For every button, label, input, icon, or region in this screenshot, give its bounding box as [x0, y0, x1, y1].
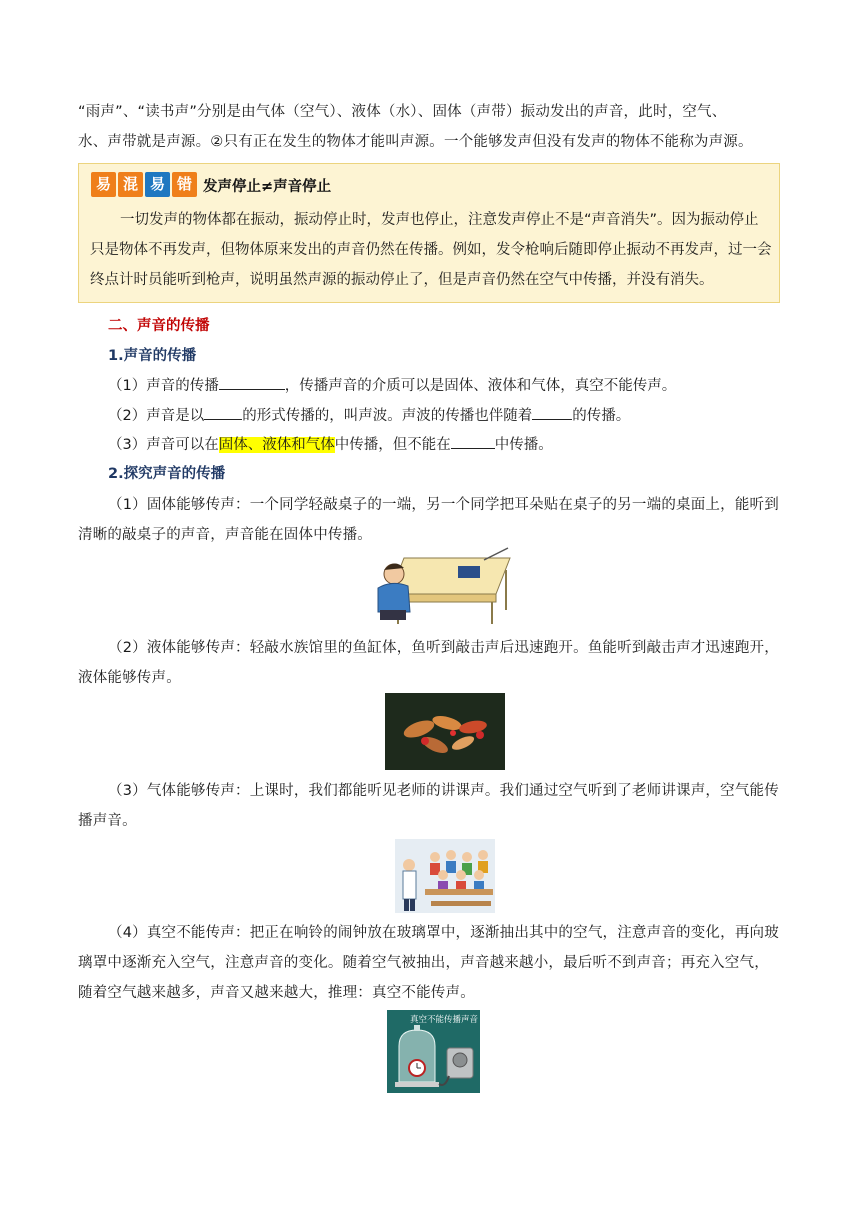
- subsection-2-title: 2.探究声音的传播: [108, 466, 226, 482]
- easy-mistake-badges: [91, 172, 197, 197]
- intro-paragraph: [78, 97, 782, 157]
- item1-text-a: （1）声音的传播: [108, 378, 219, 394]
- vacuum-paragraph: （4）真空不能传声：把正在响铃的闹钟放在玻璃罩中，逐渐抽出其中的空气，注意声音的变化，再向玻璃罩中逐渐充入空气，注意声音的变化。随着空气被抽出，声音越来越小，最后听不到声音；再充入空气，随着空气越来越多，声音又越来越大，推理：真空不能传声。: [78, 925, 779, 1001]
- item2-text-b: 的形式传播的，叫声波。声波的传播也伴随着: [242, 408, 533, 424]
- intro-line-2: 水、声带就是声源。②只有正在发生的物体才能叫声源。一个能够发声但没有发声的物体不能称为声源。: [78, 134, 753, 150]
- solid-paragraph: （1）固体能够传声：一个同学轻敲桌子的一端，另一个同学把耳朵贴在桌子的另一端的桌面上，能听到清晰的敲桌子的声音，声音能在固体中传播。: [78, 497, 779, 543]
- answer-blank-2[interactable]: [204, 405, 242, 420]
- intro-line-1: “雨声”、“读书声”分别是由气体（空气）、液体（水）、固体（声带）振动发出的声音，此时，空气、: [78, 104, 727, 120]
- desk-listening-illustration: [372, 546, 514, 626]
- item1-text-b: ，传播声音的介质可以是固体、液体和气体，真空不能传声。: [284, 378, 677, 394]
- warning-title: 发声停止≠声音停止: [203, 179, 332, 195]
- answer-blank-1[interactable]: [219, 375, 285, 390]
- classroom-illustration: [395, 839, 495, 913]
- liquid-paragraph: （2）液体能够传声：轻敲水族馆里的鱼缸体，鱼听到敲击声后迅速跑开。鱼能听到敲击声才迅速跑开，液体能够传声。: [78, 640, 779, 686]
- section-title: 二、声音的传播: [108, 318, 210, 334]
- item2-text-a: （2）声音是以: [108, 408, 205, 424]
- fill-item-1: [108, 374, 676, 395]
- aquarium-fish-photo: [385, 693, 505, 770]
- warning-body: 一切发声的物体都在振动，振动停止时，发声也停止，注意发声停止不是“声音消失”。因为振动停止只是物体不再发声，但物体原来发出的声音仍然在传播。例如，发令枪响后随即停止振动不再发声，过一会终点计时员能听到枪声，说明虽然声源的振动停止了，但是声音仍然在空气中传播，并没有消失。: [90, 212, 772, 288]
- item3-text-c: 中传播。: [494, 437, 553, 453]
- item2-text-c: 的传播。: [572, 408, 631, 424]
- badge-cuo: 错: [172, 172, 197, 197]
- answer-blank-3[interactable]: [532, 405, 572, 420]
- answer-blank-4[interactable]: [451, 434, 495, 449]
- badge-yi-2: 易: [145, 172, 170, 197]
- vacuum-bell-jar-photo: [387, 1010, 480, 1093]
- highlighted-media-text: 固体、液体和气体: [218, 437, 335, 453]
- bell-jar-drawing: [387, 1010, 480, 1093]
- item3-text-a: （3）声音可以在: [108, 437, 219, 453]
- fill-item-3: [108, 433, 553, 454]
- subsection-1-title: 1.声音的传播: [108, 348, 197, 364]
- badge-yi-1: 易: [91, 172, 116, 197]
- gas-paragraph: （3）气体能够传声：上课时，我们都能听见老师的讲课声。我们通过空气听到了老师讲课声，空气能传播声音。: [78, 783, 779, 829]
- fill-item-2: [108, 404, 630, 425]
- easy-mistake-box: [78, 163, 780, 303]
- item3-text-b: 中传播，但不能在: [334, 437, 451, 453]
- badge-hun: 混: [118, 172, 143, 197]
- vacuum-caption: 真空不能传播声音: [409, 1015, 478, 1025]
